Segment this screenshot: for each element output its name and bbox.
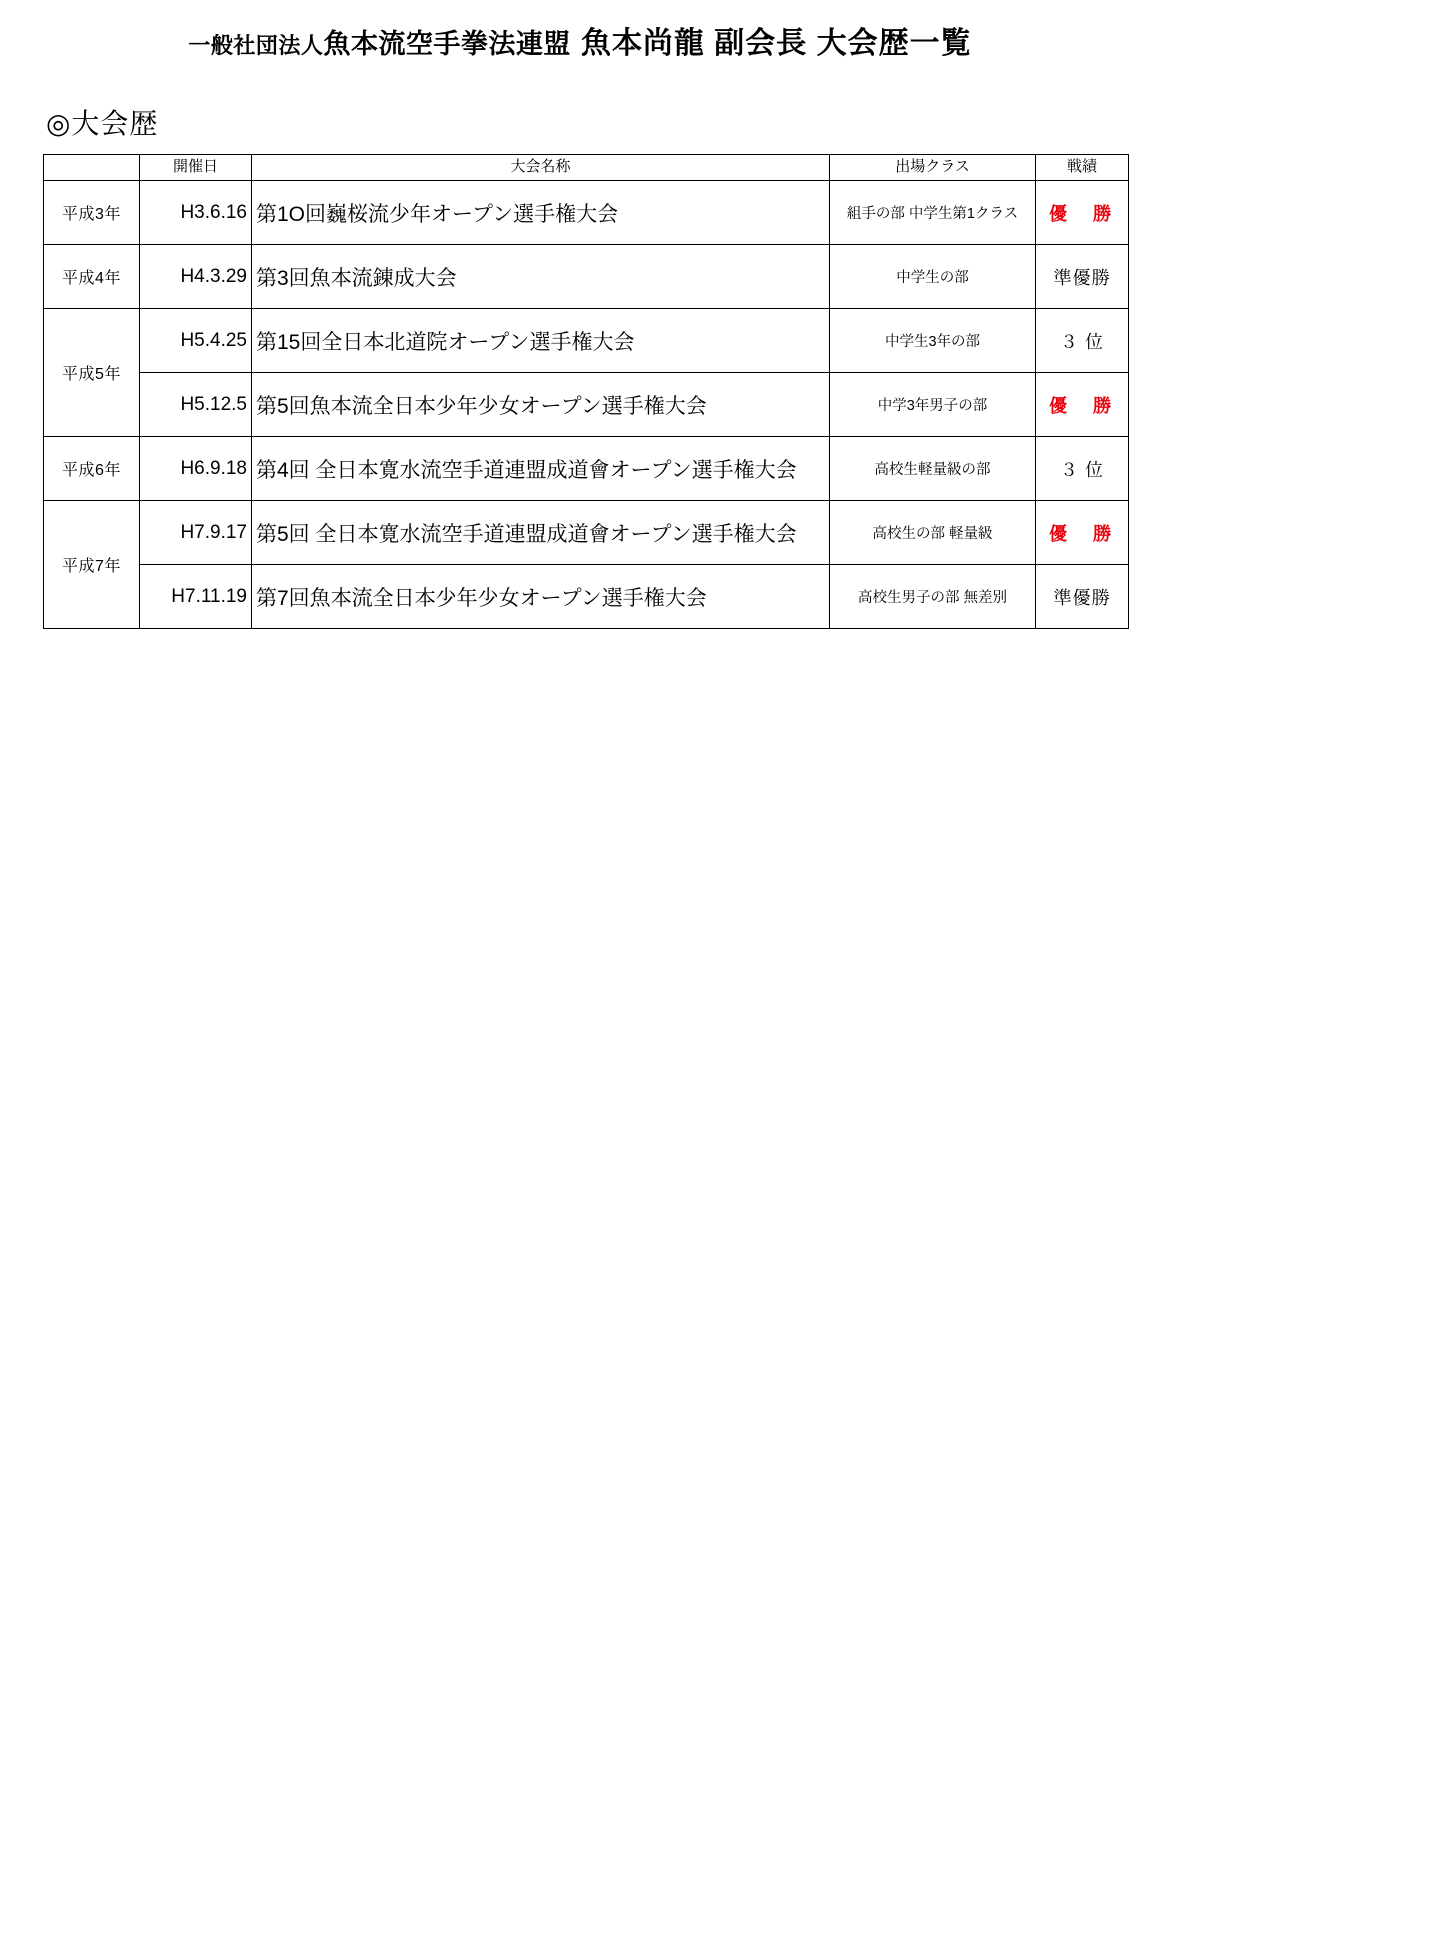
header-era — [44, 155, 140, 181]
cell-result-champion: 優 勝 — [1036, 181, 1129, 245]
cell-competition-name: 第15回全日本北道院オープン選手権大会 — [252, 309, 830, 373]
cell-date: H6.9.18 — [140, 437, 252, 501]
cell-competition-name: 第1O回巍桜流少年オープン選手権大会 — [252, 181, 830, 245]
page-title — [0, 26, 1160, 62]
table-body — [44, 181, 1129, 629]
cell-entry-class: 高校生男子の部 無差別 — [830, 565, 1036, 629]
table-header-row — [44, 155, 1129, 181]
cell-result: ３ 位 — [1036, 309, 1129, 373]
cell-result: 準優勝 — [1036, 565, 1129, 629]
table-row — [44, 437, 1129, 501]
cell-entry-class: 高校生軽量級の部 — [830, 437, 1036, 501]
cell-era: 平成3年 — [44, 181, 140, 245]
title-federation-name: 魚本流空手拳法連盟 — [323, 29, 571, 59]
cell-era: 平成4年 — [44, 245, 140, 309]
cell-date: H7.11.19 — [140, 565, 252, 629]
table-row — [44, 245, 1129, 309]
cell-competition-name: 第4回 全日本寛水流空手道連盟成道會オープン選手権大会 — [252, 437, 830, 501]
cell-competition-name: 第5回 全日本寛水流空手道連盟成道會オープン選手権大会 — [252, 501, 830, 565]
cell-era: 平成6年 — [44, 437, 140, 501]
cell-date: H7.9.17 — [140, 501, 252, 565]
cell-result-champion: 優 勝 — [1036, 373, 1129, 437]
cell-competition-name: 第3回魚本流錬成大会 — [252, 245, 830, 309]
cell-result: 準優勝 — [1036, 245, 1129, 309]
section-heading-competition-history: ◎大会歴 — [46, 108, 159, 139]
title-person-and-subject: 魚本尚龍 副会長 大会歴一覧 — [580, 27, 972, 60]
cell-date: H5.12.5 — [140, 373, 252, 437]
cell-date: H5.4.25 — [140, 309, 252, 373]
competition-history-table-wrapper — [43, 154, 1128, 629]
title-organization-type: 一般社団法人 — [188, 33, 324, 58]
header-result: 戦績 — [1036, 155, 1129, 181]
cell-result-champion: 優 勝 — [1036, 501, 1129, 565]
header-date: 開催日 — [140, 155, 252, 181]
competition-history-table — [43, 154, 1129, 629]
cell-entry-class: 高校生の部 軽量級 — [830, 501, 1036, 565]
cell-competition-name: 第7回魚本流全日本少年少女オープン選手権大会 — [252, 565, 830, 629]
cell-date: H3.6.16 — [140, 181, 252, 245]
cell-entry-class: 中学生3年の部 — [830, 309, 1036, 373]
table-header — [44, 155, 1129, 181]
cell-date: H4.3.29 — [140, 245, 252, 309]
table-row — [44, 181, 1129, 245]
header-competition-name: 大会名称 — [252, 155, 830, 181]
cell-competition-name: 第5回魚本流全日本少年少女オープン選手権大会 — [252, 373, 830, 437]
table-row — [44, 501, 1129, 565]
table-row — [44, 309, 1129, 373]
cell-era: 平成5年 — [44, 309, 140, 437]
table-row — [44, 373, 1129, 437]
cell-entry-class: 組手の部 中学生第1クラス — [830, 181, 1036, 245]
cell-result: ３ 位 — [1036, 437, 1129, 501]
cell-entry-class: 中学生の部 — [830, 245, 1036, 309]
header-entry-class: 出場クラス — [830, 155, 1036, 181]
table-row — [44, 565, 1129, 629]
cell-era: 平成7年 — [44, 501, 140, 629]
cell-entry-class: 中学3年男子の部 — [830, 373, 1036, 437]
document-page — [0, 26, 1160, 629]
